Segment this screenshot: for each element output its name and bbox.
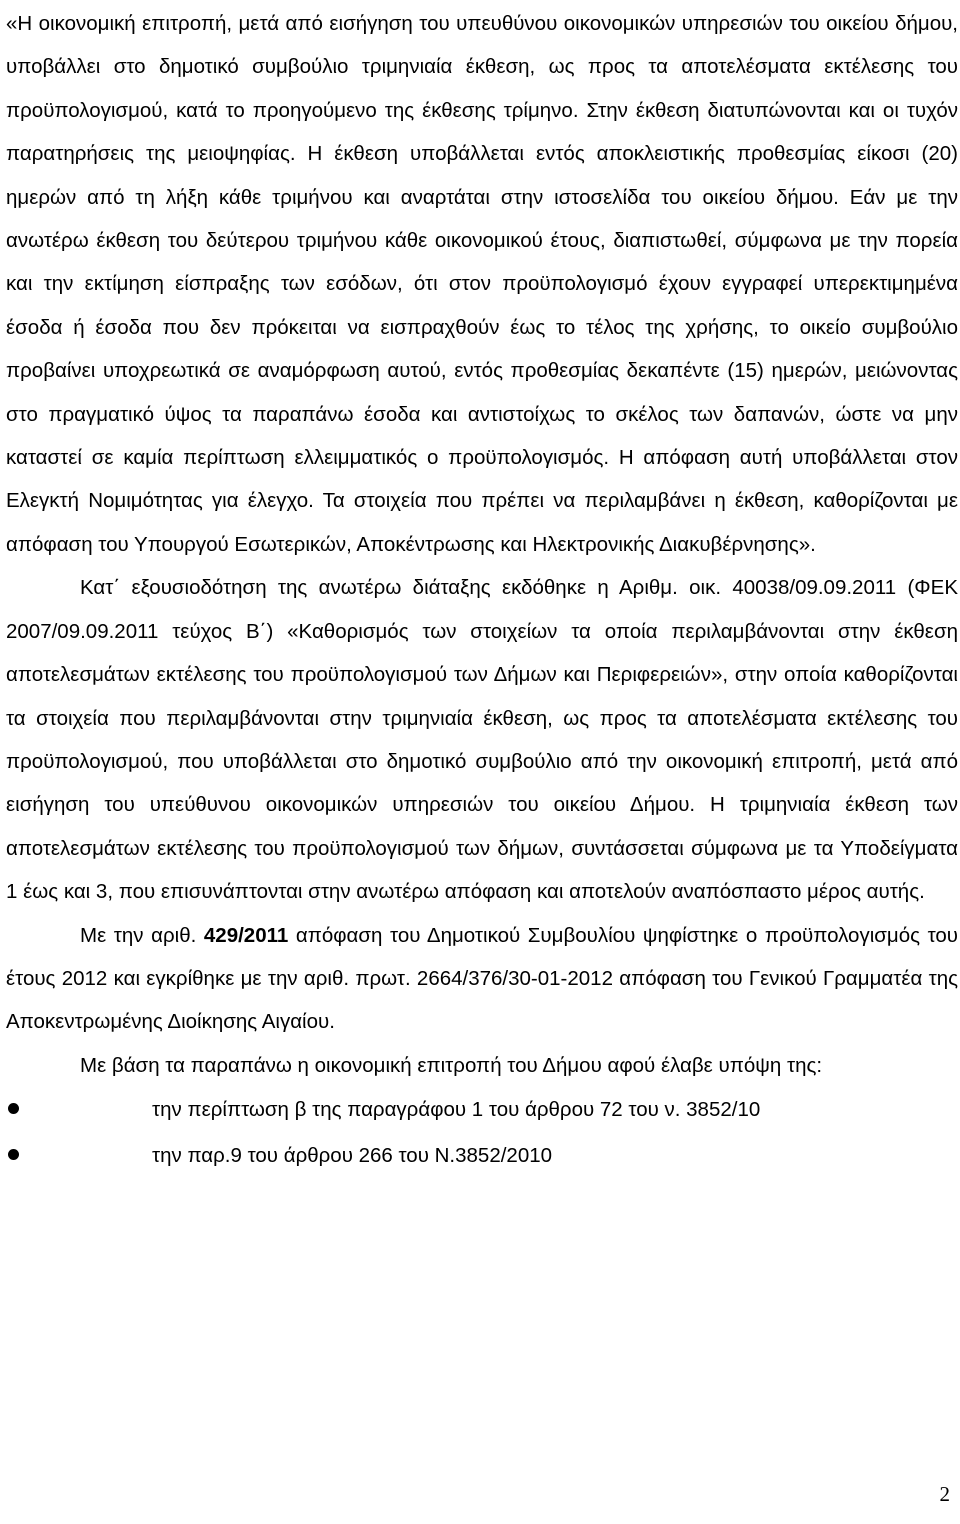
list-item-text: την παρ.9 του άρθρου 266 του Ν.3852/2010 — [152, 1144, 553, 1168]
page-number: 2 — [939, 1482, 950, 1506]
bullet-icon — [8, 1103, 19, 1114]
decision-number: 429/2011 — [203, 923, 289, 947]
list-item — [6, 1087, 958, 1133]
considerations-list — [6, 1087, 958, 1179]
paragraph-ministerial-decision: Κατ΄ εξουσιοδότηση της ανωτέρω διάταξης εκδόθηκε η Αριθμ. οικ. 40038/09.09.2011 (ΦΕΚ 2007/09.09.2011 τεύχος Β΄) «Καθορισμός των στοιχείων τα οποία περιλαμβάνονται στην έκθεση αποτελεσμάτων εκτέλεσης του προϋπολογισμού των Δήμων και Περιφερειών», στην οποία καθορίζονται τα στοιχεία που περιλαμβάνονται στην τριμηνιαία έκθεση, ως προς τα αποτελέσματα εκτέλεσης του προϋπολογισμού, που υποβάλλεται στο δημοτικό συμβούλιο από την οικονομική επιτροπή, μετά από εισήγηση του υπεύθυνου οικονομικών υπηρεσιών του οικείου Δήμου. Η τριμηνιαία έκθεση των αποτελεσμάτων εκτέλεσης του προϋπολογισμού των δήμων, συντάσσεται σύμφωνα με τα Υποδείγματα 1 έως και 3, που επισυνάπτονται στην ανωτέρω απόφαση και αποτελούν αναπόσπαστο μέρος αυτής. — [6, 576, 958, 904]
approval-text-end: απόφαση του Δημοτικού Συμβουλίου ψηφίστηκε ο προϋπολογισμός του έτους 2012 και εγκρίθηκε με την αριθ. πρωτ. 2664/376/30-01-2012 απόφαση του Γενικού Γραμματέα της Αποκεντρωμένης Διοίκησης Αιγαίου. — [6, 923, 959, 1034]
list-item-text: την περίπτωση β της παραγράφου 1 του άρθρου 72 του ν. 3852/10 — [152, 1098, 761, 1122]
approval-text-start: Με την αριθ. — [80, 923, 204, 947]
bullet-icon — [8, 1149, 19, 1160]
list-item — [6, 1133, 958, 1179]
document-page — [6, 2, 958, 1179]
paragraph-considerations: Με βάση τα παραπάνω η οικονομική επιτροπή του Δήμου αφού έλαβε υπόψη της: — [80, 1053, 823, 1077]
paragraph-budget-approval — [6, 914, 958, 1044]
paragraph-budget-report: «Η οικονομική επιτροπή, μετά από εισήγηση του υπευθύνου οικονομικών υπηρεσιών του οικείου δήμου, υποβάλλει στο δημοτικό συμβούλιο τριμηνιαία έκθεση, ως προς τα αποτελέσματα εκτέλεσης του προϋπολογισμού, κατά το προηγούμενο της έκθεσης τρίμηνο. Στην έκθεση διατυπώνονται και οι τυχόν παρατηρήσεις της μειοψηφίας. Η έκθεση υποβάλλεται εντός αποκλειστικής προθεσμίας είκοσι (20) ημερών από τη λήξη κάθε τριμήνου και αναρτάται στην ιστοσελίδα του οικείου δήμου. Εάν με την ανωτέρω έκθεση του δεύτερου τριμήνου κάθε οικονομικού έτους, διαπιστωθεί, σύμφωνα με την πορεία και την εκτίμηση είσπραξης των εσόδων, ότι στον προϋπολογισμό έχουν εγγραφεί υπερεκτιμημένα έσοδα ή έσοδα που δεν πρόκειται να εισπραχθούν έως το τέλος της χρήσης, το οικείο συμβούλιο προβαίνει υποχρεωτικά σε αναμόρφωση αυτού, εντός προθεσμίας δεκαπέντε (15) ημερών, μειώνοντας στο πραγματικό ύψος τα παραπάνω έσοδα και αντιστοίχως το σκέλος των δαπανών, ώστε να μην καταστεί σε καμία περίπτωση ελλειμματικός ο προϋπολογισμός. Η απόφαση αυτή υποβάλλεται στον Ελεγκτή Νομιμότητας για έλεγχο. Τα στοιχεία που πρέπει να περιλαμβάνει η έκθεση, καθορίζονται με απόφαση του Υπουργού Εσωτερικών, Αποκέντρωσης και Ηλεκτρονικής Διακυβέρνησης». — [6, 12, 958, 556]
